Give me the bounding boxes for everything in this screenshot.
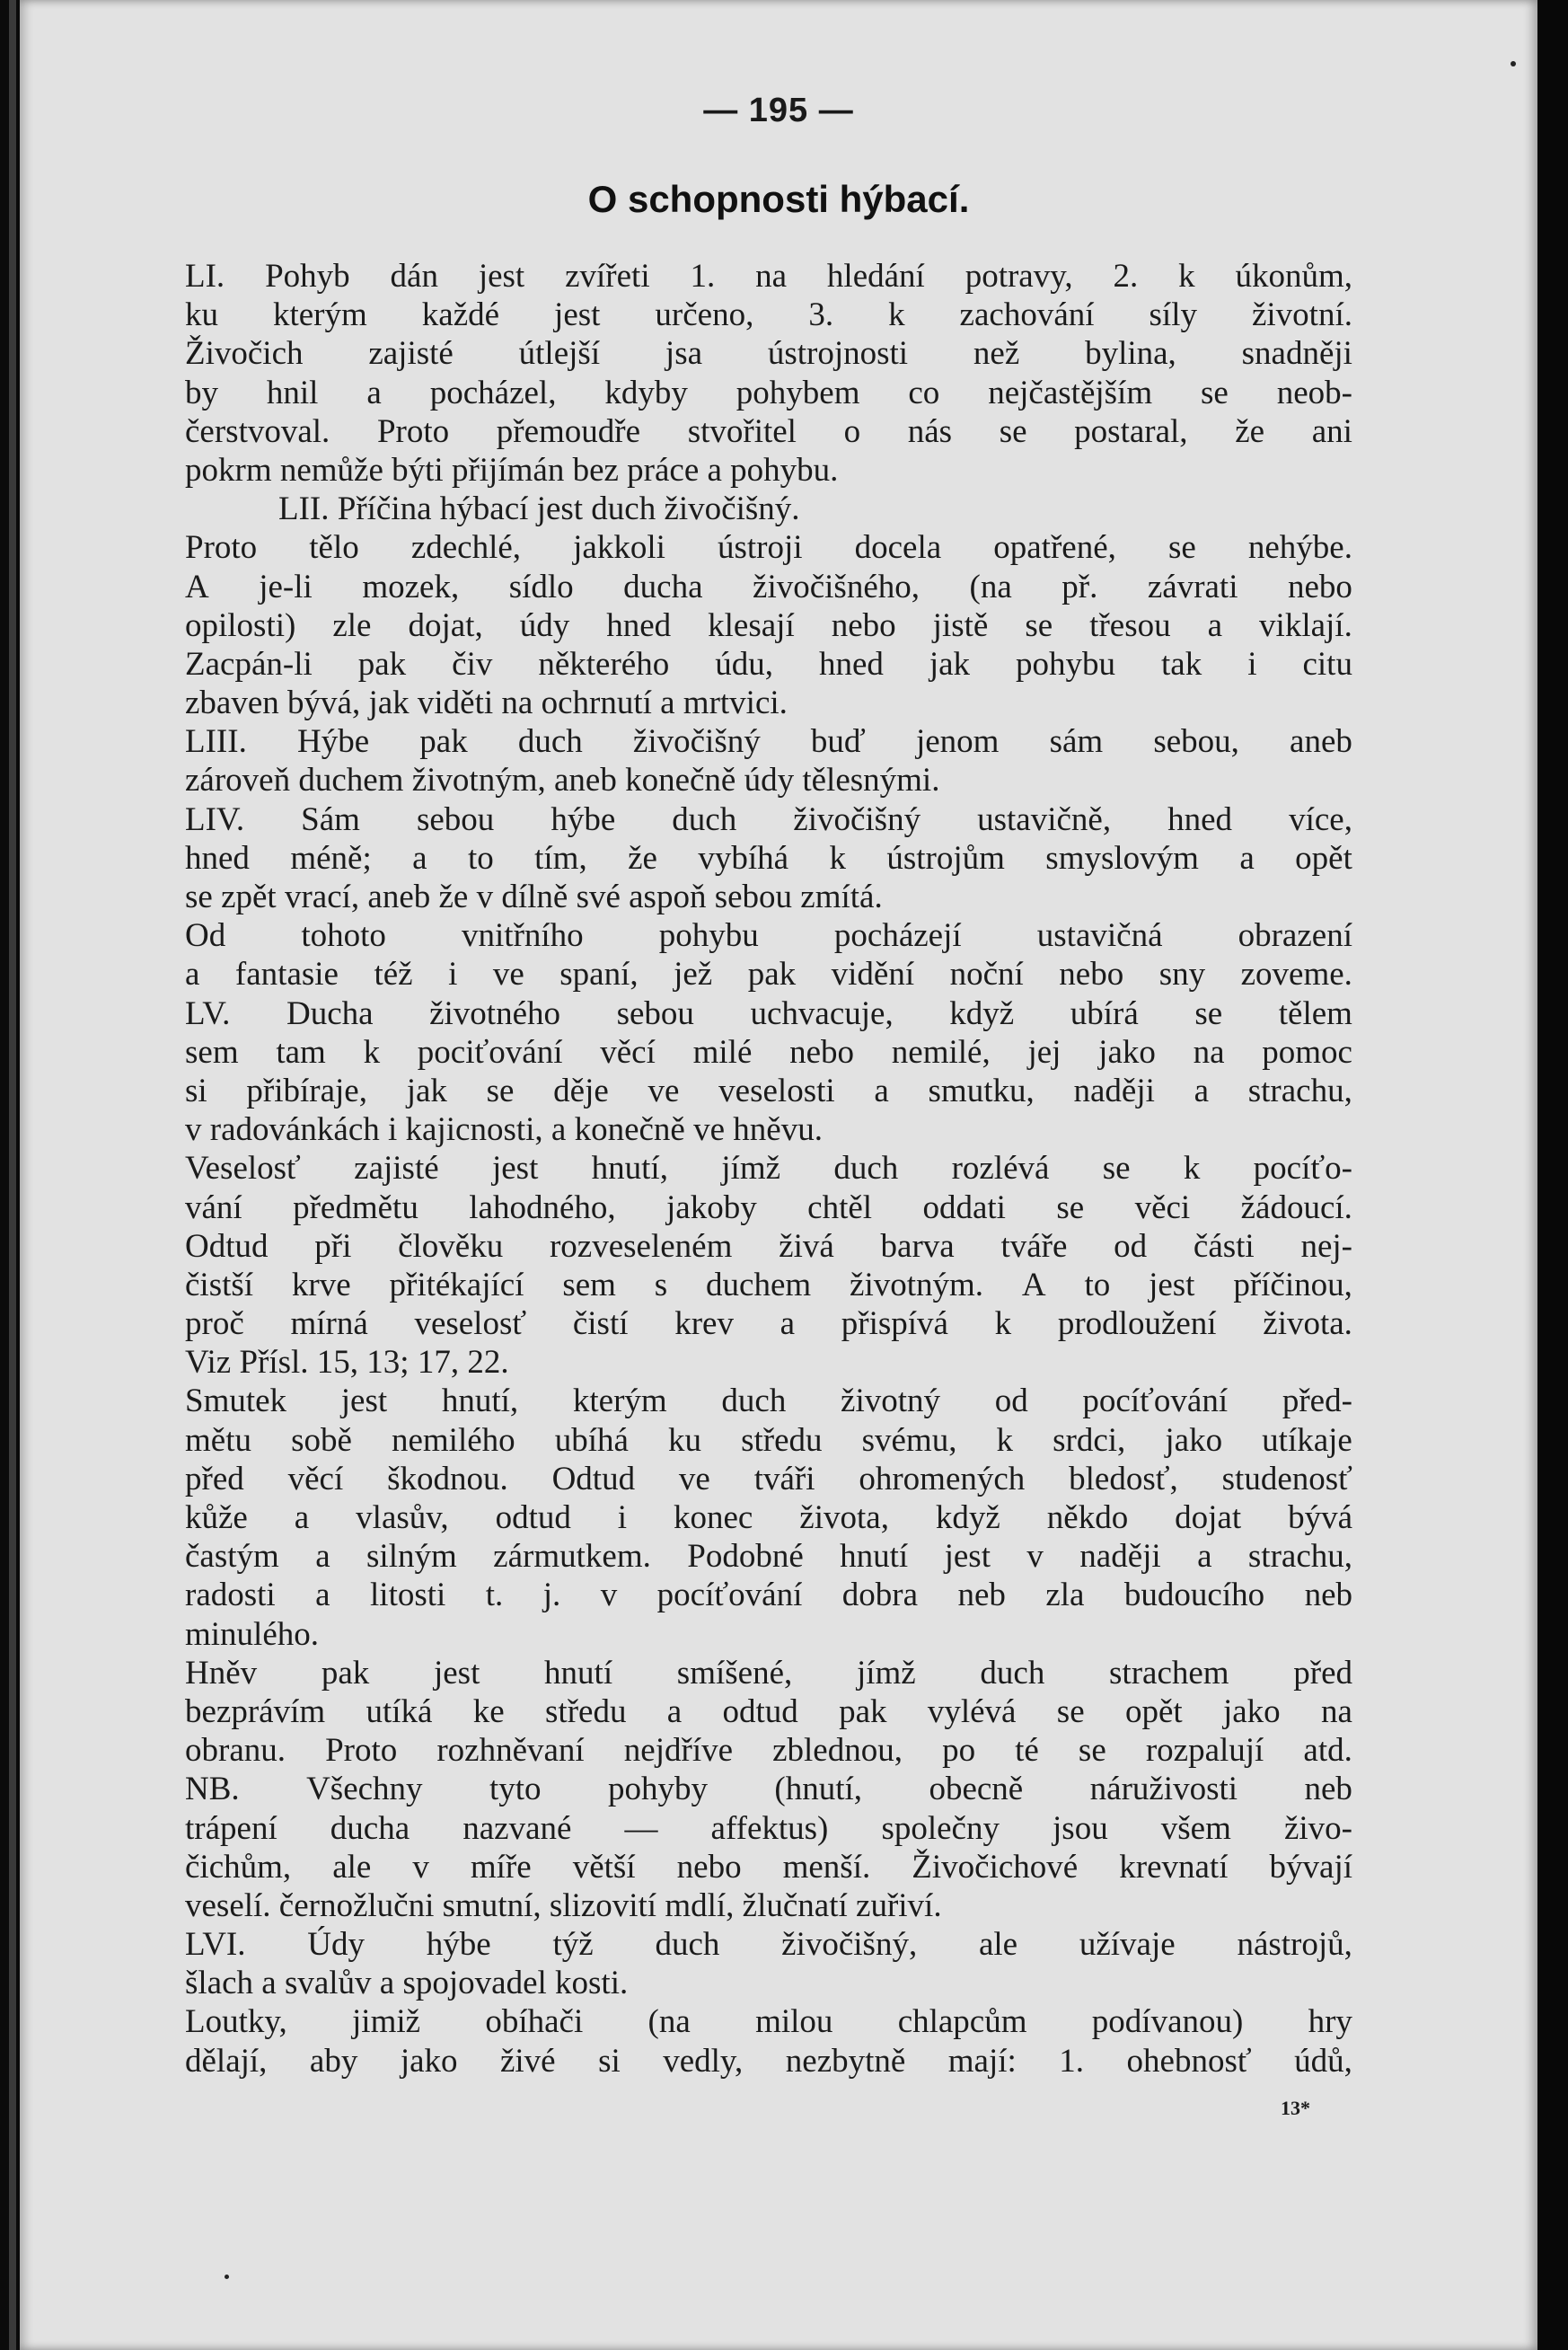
text-line: častým a silným zármutkem. Podobné hnutí jest v naději a strachu, xyxy=(185,1538,1352,1576)
text-line: LI. Pohyb dán jest zvířeti 1. na hledání potravy, 2. k úkonům, xyxy=(185,258,1352,295)
text-line: LII. Příčina hýbací jest duch živočišný. xyxy=(278,490,800,528)
text-line: hned méně; a to tím, že vybíhá k ústrojům smyslovým a opět xyxy=(185,839,1352,877)
binding-edge xyxy=(9,0,16,2350)
text-line: před věcí škodnou. Odtud ve tváři ohromených bledosť, studenosť xyxy=(185,1460,1352,1497)
text-line: šlach a svalův a spojovadel kosti. xyxy=(185,1965,629,2002)
text-line: vání předmětu lahodného, jakoby chtěl oddati se věci žádoucí. xyxy=(185,1188,1352,1226)
body-text xyxy=(185,257,1352,2081)
text-line: pokrm nemůže býti přijímán bez práce a pohybu. xyxy=(185,451,839,489)
text-line: LIV. Sám sebou hýbe duch živočišný ustavičně, hned více, xyxy=(185,800,1352,838)
text-line: zbaven bývá, jak viděti na ochrnutí a mrtvici. xyxy=(185,685,788,722)
text-line: proč mírná veselosť čistí krev a přispívá k prodloužení života. xyxy=(185,1305,1352,1343)
scan-border xyxy=(1537,0,1568,2350)
text-line: bezprávím utíká ke středu a odtud pak vylévá se opět jako na xyxy=(185,1692,1352,1730)
text-line: minulého. xyxy=(185,1615,320,1653)
text-line: Smutek jest hnutí, kterým duch životný od pocíťování před- xyxy=(185,1383,1352,1420)
text-line: Veselosť zajisté jest hnutí, jímž duch rozlévá se k pocíťo- xyxy=(185,1150,1352,1188)
text-line: LIII. Hýbe pak duch živočišný buď jenom sám sebou, aneb xyxy=(185,723,1352,761)
text-line: trápení ducha nazvané — affektus) společny jsou všem živo- xyxy=(185,1809,1352,1847)
text-line: LVI. Údy hýbe týž duch živočišný, ale užívaje nástrojů, xyxy=(185,1926,1352,1964)
text-line: v radovánkách i kajicnosti, a konečně ve hněvu. xyxy=(185,1111,823,1149)
page-number: — 195 — xyxy=(703,92,854,129)
text-line: Zacpán-li pak čiv některého údu, hned jak pohybu tak i citu xyxy=(185,645,1352,683)
text-line: opilosti) zle dojat, údy hned klesají nebo jistě se třesou a viklají. xyxy=(185,606,1352,644)
text-line: Proto tělo zdechlé, jakkoli ústroji docela opatřené, se nehýbe. xyxy=(185,529,1352,567)
text-line: sem tam k pociťování věcí milé nebo nemilé, jej jako na pomoc xyxy=(185,1033,1352,1071)
signature-mark: 13* xyxy=(1281,2097,1310,2119)
text-line: veselí. černožlučni smutní, slizovití mdlí, žlučnatí zuřiví. xyxy=(185,1886,942,1924)
text-line: a fantasie též i ve spaní, jež pak vidění noční nebo sny zoveme. xyxy=(185,956,1352,994)
text-line: čistší krve přitékající sem s duchem životným. A to jest příčinou, xyxy=(185,1266,1352,1303)
text-line: Odtud při člověku rozveseleném živá barva tváře od části nej- xyxy=(185,1227,1352,1265)
text-line: NB. Všechny tyto pohyby (hnutí, obecně náruživosti neb xyxy=(185,1771,1352,1808)
text-line: čerstvoval. Proto přemoudře stvořitel o nás se postaral, že ani xyxy=(185,412,1352,450)
text-line: Viz Přísl. 15, 13; 17, 22. xyxy=(185,1344,509,1382)
text-line: A je-li mozek, sídlo ducha živočišného, (na př. závrati nebo xyxy=(185,568,1352,605)
text-line: čichům, ale v míře větší nebo menší. Živočichové krevnatí bývají xyxy=(185,1848,1352,1886)
text-line: mětu sobě nemilého ubíhá ku středu svému, k srdci, jako utíkaje xyxy=(185,1421,1352,1459)
text-line: se zpět vrací, aneb že v dílně své aspoň sebou zmítá. xyxy=(185,879,883,915)
text-line: obranu. Proto rozhněvaní nejdříve zblednou, po té se rozpalují atd. xyxy=(185,1732,1352,1770)
text-line: by hnil a pocházel, kdyby pohybem co nejčastějším se neob- xyxy=(185,374,1352,411)
text-line: LV. Ducha životného sebou uchvacuje, když ubírá se tělem xyxy=(185,994,1352,1032)
text-line: Od tohoto vnitřního pohybu pocházejí ustavičná obrazení xyxy=(185,917,1352,955)
text-line: zároveň duchem životným, aneb konečně údy tělesnými. xyxy=(185,762,940,800)
scan-speck xyxy=(225,2275,229,2279)
text-line: ku kterým každé jest určeno, 3. k zachování síly životní. xyxy=(185,296,1352,334)
text-line: Živočich zajisté útlejší jsa ústrojnosti než bylina, snadněji xyxy=(185,335,1352,373)
text-line: Loutky, jimiž obíhači (na milou chlapcům podívanou) hry xyxy=(185,2003,1352,2041)
book-page xyxy=(20,0,1537,2350)
text-line: dělají, aby jako živé si vedly, nezbytně mají: 1. ohebnosť údů, xyxy=(185,2042,1352,2080)
section-title: O schopnosti hýbací. xyxy=(587,178,970,220)
text-line: radosti a litosti t. j. v pocíťování dobra neb zla budoucího neb xyxy=(185,1577,1352,1614)
scan-speck xyxy=(1511,61,1516,66)
text-line: si přibíraje, jak se děje ve veselosti a smutku, naději a strachu, xyxy=(185,1072,1352,1109)
text-line: Hněv pak jest hnutí smíšené, jímž duch strachem před xyxy=(185,1654,1352,1692)
text-line: kůže a vlasův, odtud i konec života, když někdo dojat bývá xyxy=(185,1499,1352,1536)
